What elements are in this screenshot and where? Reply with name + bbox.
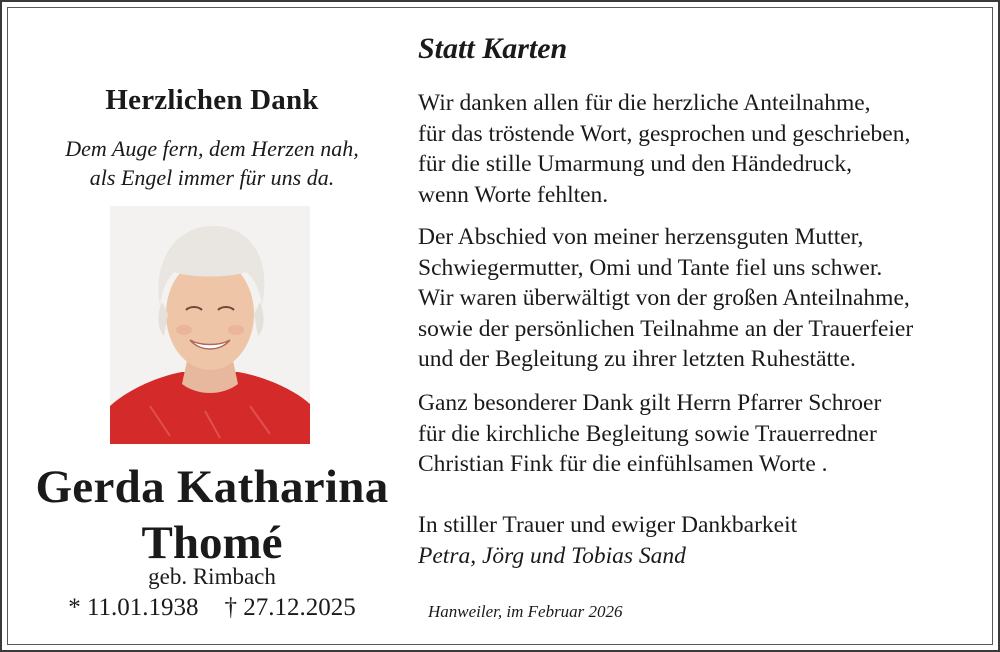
paragraph-special-thanks bbox=[418, 388, 988, 480]
text-line: wenn Worte fehlten. bbox=[418, 181, 609, 208]
name-last: Thomé bbox=[141, 517, 283, 569]
heading: Herzlichen Dank bbox=[105, 84, 319, 116]
left-column bbox=[12, 8, 412, 644]
closing-line: In stiller Trauer und ewiger Dankbarkeit bbox=[418, 512, 798, 538]
text-line: Ganz besonderer Dank gilt Herrn Pfarrer Schroer bbox=[418, 390, 882, 416]
title: Statt Karten bbox=[418, 32, 568, 65]
birth-name: geb. Rimbach bbox=[148, 564, 276, 589]
text-line: für die kirchliche Begleitung sowie Trauerredner bbox=[418, 420, 877, 447]
place-date: Hanweiler, im Februar 2026 bbox=[428, 602, 623, 621]
quote-line-1: Dem Auge fern, dem Herzen nah, bbox=[65, 136, 359, 161]
life-dates bbox=[12, 594, 412, 622]
paragraph-farewell bbox=[418, 222, 988, 375]
paragraph-thanks bbox=[418, 88, 988, 210]
text-line: Der Abschied von meiner herzensguten Mutter, bbox=[418, 224, 864, 250]
text-line: für das tröstende Wort, gesprochen und geschrieben, bbox=[418, 120, 911, 147]
notice-inner-border bbox=[7, 7, 993, 645]
text-line: sowie der persönlichen Teilnahme an der Trauerfeier bbox=[418, 315, 914, 342]
text-line: Christian Fink für die einfühlsamen Worte . bbox=[418, 451, 828, 477]
text-line: Schwiegermutter, Omi und Tante fiel uns schwer. bbox=[418, 254, 883, 281]
text-line: für die stille Umarmung und den Händedruck, bbox=[418, 151, 852, 177]
quote bbox=[12, 134, 412, 192]
text-line: und der Begleitung zu ihrer letzten Ruhestätte. bbox=[418, 346, 856, 372]
paragraph-closing bbox=[418, 510, 988, 571]
right-column bbox=[418, 8, 988, 644]
signatures: Petra, Jörg und Tobias Sand bbox=[418, 542, 686, 569]
birth-date: * 11.01.1938 bbox=[68, 594, 199, 621]
quote-line-2: als Engel immer für uns da. bbox=[89, 165, 335, 190]
name-first: Gerda Katharina bbox=[35, 461, 389, 513]
portrait-photo bbox=[110, 206, 310, 444]
text-line: Wir waren überwältigt von der großen Anteilnahme, bbox=[418, 285, 910, 311]
portrait-photo-icon bbox=[110, 206, 310, 444]
text-line: Wir danken allen für die herzliche Anteilnahme, bbox=[418, 90, 871, 116]
death-date: † 27.12.2025 bbox=[224, 594, 356, 621]
